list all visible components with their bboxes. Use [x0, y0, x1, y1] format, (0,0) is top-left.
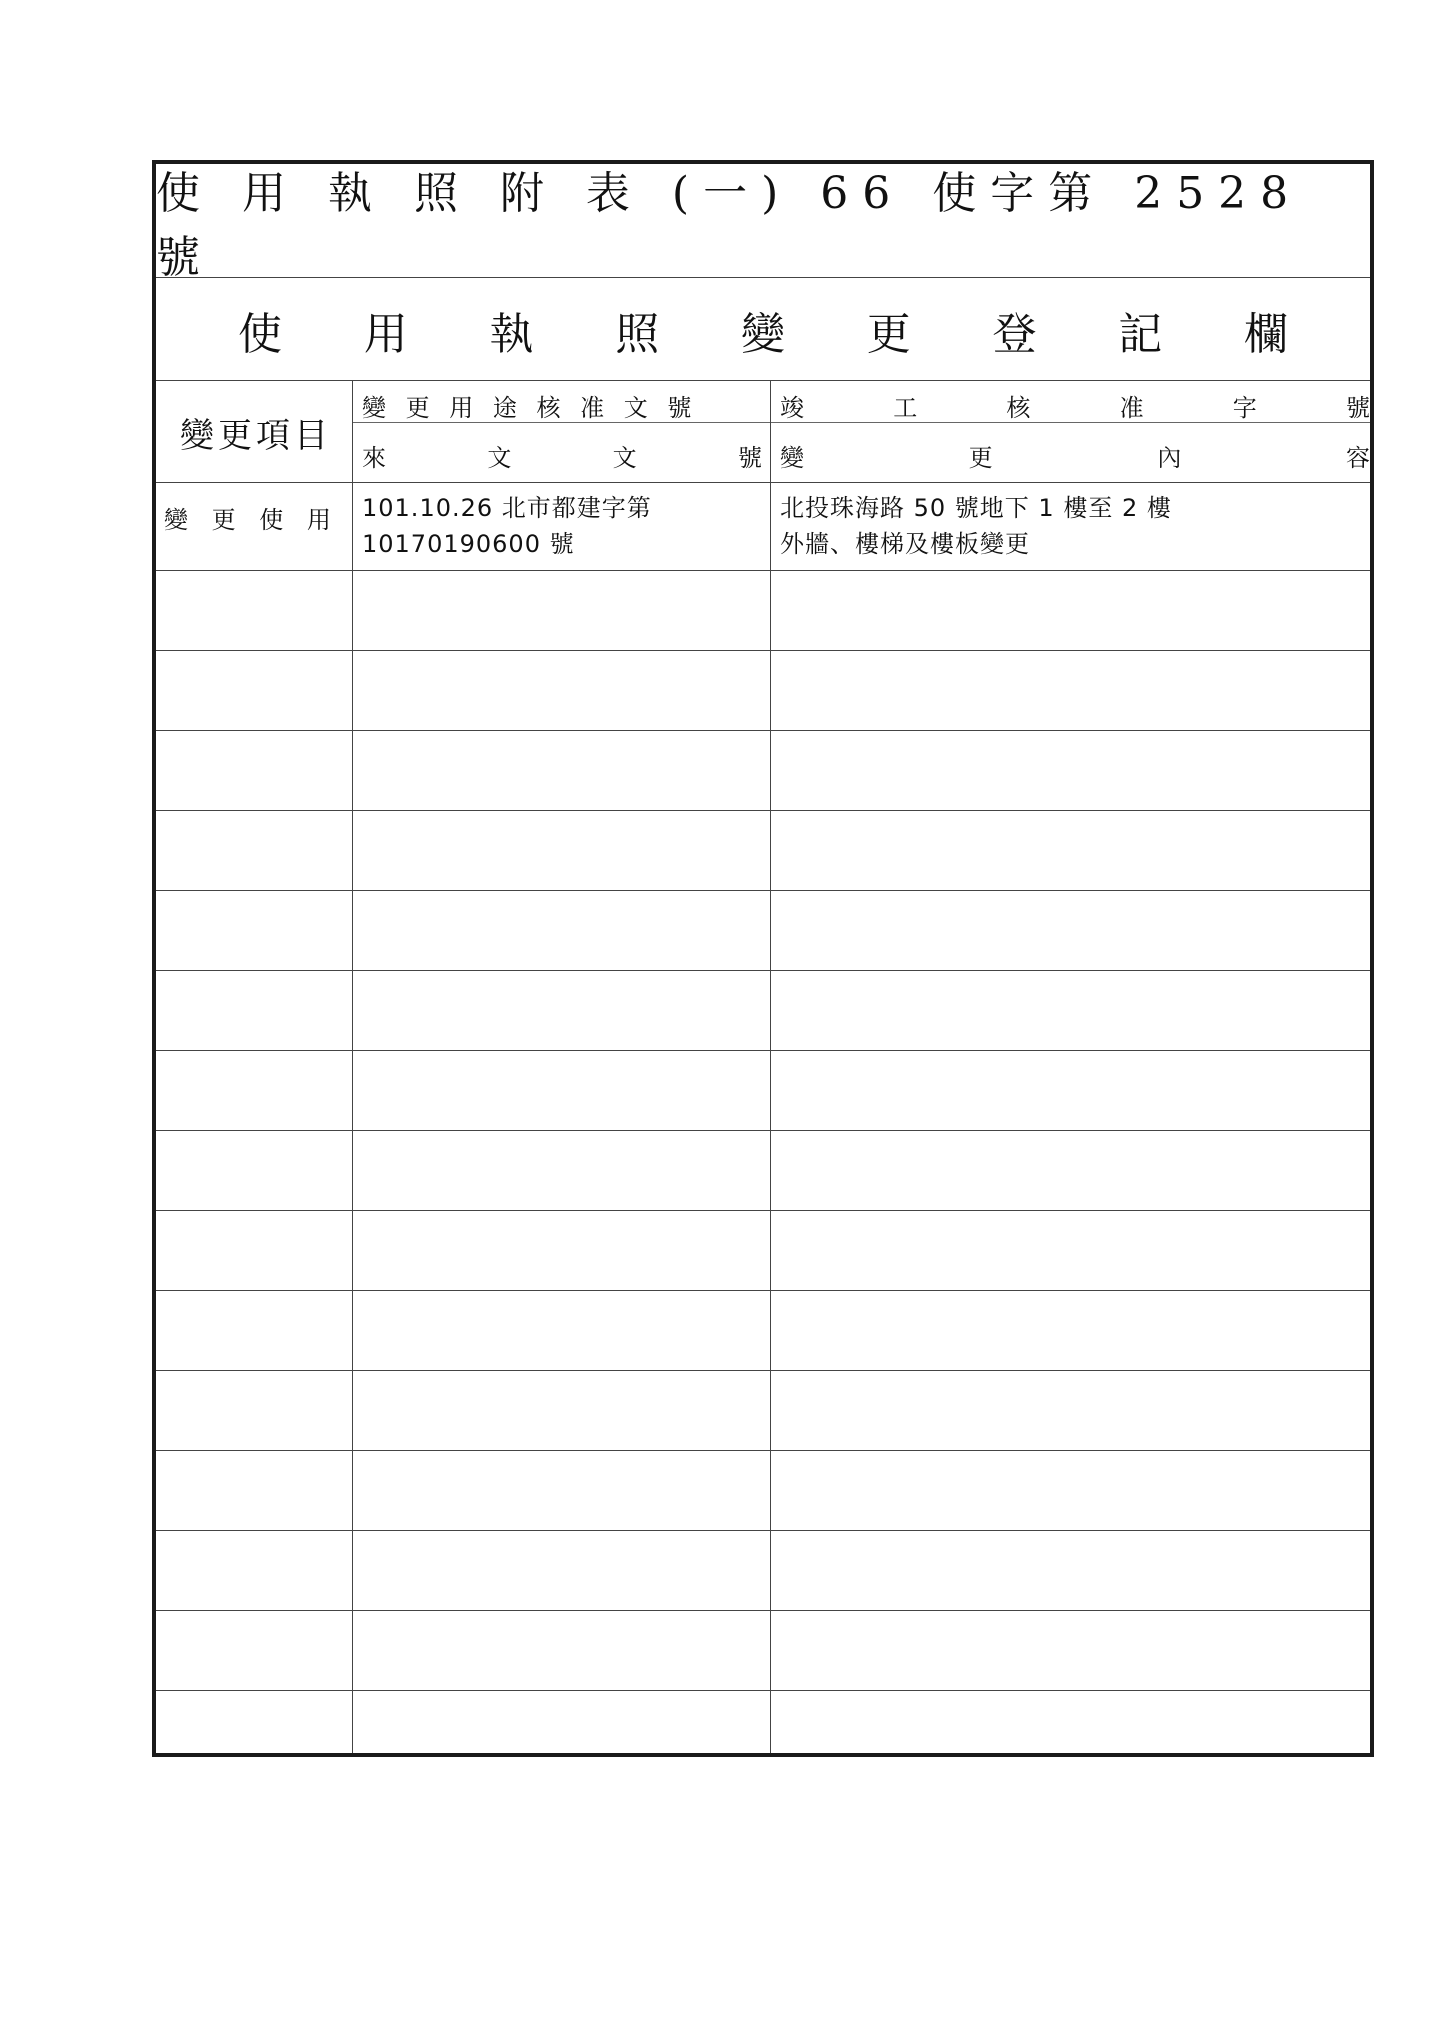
entry-doc-line: 10170190600 號: [362, 530, 575, 558]
section-title-char: 欄: [1244, 308, 1288, 360]
empty-row: [156, 971, 1370, 1051]
license-appendix-table: [152, 160, 1374, 1757]
empty-row: [156, 1051, 1370, 1131]
item-column-header: 變更項目: [180, 415, 332, 456]
column-divider: [770, 381, 771, 1753]
change-content-header-char: 容: [1345, 444, 1370, 472]
completion-header-char: 准: [1119, 394, 1144, 422]
empty-row: [156, 1371, 1370, 1451]
section-title-char: 登: [992, 308, 1037, 360]
entry-content-line: 北投珠海路 50 號地下 1 樓至 2 樓: [780, 494, 1172, 522]
title-row-divider: [156, 164, 1370, 283]
completion-header-char: 工: [893, 394, 918, 422]
incoming-doc-header-char: 號: [737, 444, 762, 472]
entry-doc-number: [362, 490, 762, 562]
incoming-doc-header: [362, 438, 762, 473]
completion-header-char: 號: [1345, 394, 1370, 422]
empty-row: [156, 1291, 1370, 1371]
empty-row: [156, 651, 1370, 731]
entry-content-line: 外牆、樓梯及樓板變更: [780, 530, 1030, 558]
entry-item: 變 更 使 用: [164, 506, 339, 534]
change-content-header: [780, 438, 1370, 473]
section-title-char: 照: [615, 308, 660, 360]
section-title-char: 更: [866, 308, 911, 360]
incoming-doc-header-char: 文: [612, 444, 637, 472]
incoming-doc-header-char: 文: [487, 444, 512, 472]
completion-header-char: 字: [1232, 394, 1257, 422]
completion-header: [780, 388, 1370, 423]
section-title-char: 使: [238, 308, 282, 360]
entry-content: [780, 490, 1370, 562]
usage-doc-header: 變 更 用 途 核 准 文 號: [362, 394, 698, 422]
section-title-char: 變: [741, 308, 785, 360]
empty-row: [156, 811, 1370, 891]
empty-row: [156, 1131, 1370, 1211]
document-title: 使 用 執 照 附 表 (一) 66 使字第 2528 號: [156, 168, 1303, 283]
empty-row: [156, 891, 1370, 971]
change-content-header-char: 更: [968, 444, 993, 472]
section-title-char: 執: [489, 308, 534, 360]
change-content-header-char: 內: [1157, 444, 1182, 472]
incoming-doc-header-char: 來: [362, 444, 386, 472]
empty-row: [156, 1211, 1370, 1291]
section-title-char: 記: [1118, 308, 1163, 360]
section-title-char: 用: [363, 308, 408, 360]
completion-header-char: 竣: [780, 394, 804, 422]
empty-row: [156, 1531, 1370, 1611]
change-content-header-char: 變: [780, 444, 804, 472]
empty-row: [156, 1611, 1370, 1691]
entry-doc-line: 101.10.26 北市都建字第: [362, 494, 652, 522]
completion-header-char: 核: [1006, 394, 1031, 422]
column-divider: [352, 381, 353, 1753]
empty-row: [156, 571, 1370, 651]
empty-row: [156, 731, 1370, 811]
subtitle-row-divider: [156, 278, 1370, 381]
empty-row: [156, 1451, 1370, 1531]
